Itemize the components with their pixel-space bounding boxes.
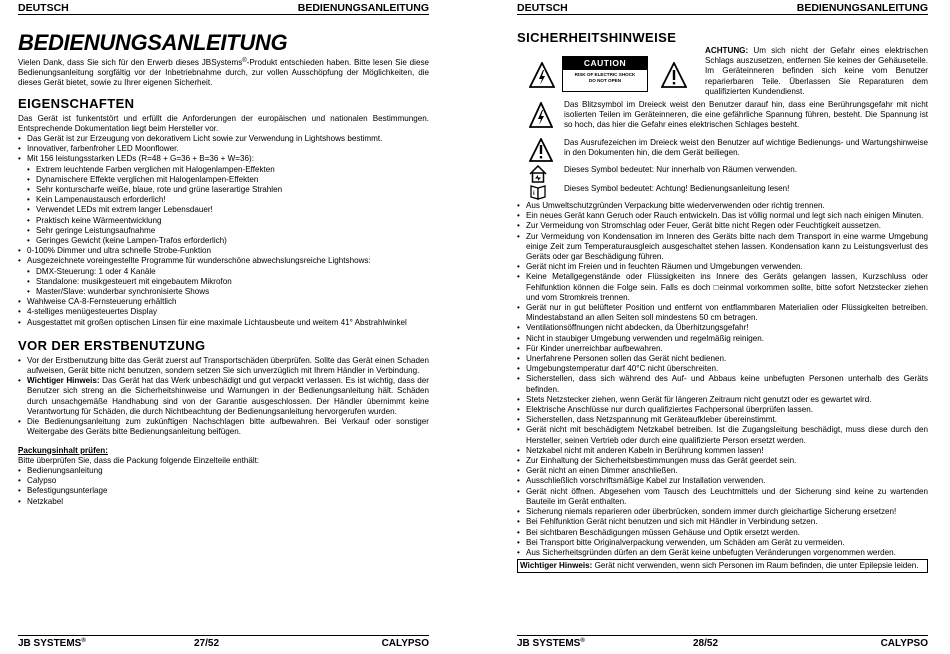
page-number: 27/52 [194, 638, 220, 649]
footer-rule [517, 635, 928, 636]
safety-list [517, 201, 928, 558]
page-footer [18, 638, 429, 652]
list-item: • Master/Slave: wunderbar synchronisierte Shows [27, 287, 429, 297]
footer-brand: JB SYSTEMS® [517, 638, 585, 649]
list-item: • Umgebungstemperatur darf 40°C nicht überschreiten. [517, 364, 928, 374]
list-item: • Sehr konturscharfe weiße, blaue, rote und grüne laserartige Strahlen [27, 185, 429, 195]
led-sublist [18, 165, 429, 247]
list-item: • 0-100% Dimmer und ultra schnelle Strobe-Funktion [18, 246, 429, 256]
list-item: • Extrem leuchtende Farben verglichen mit Halogenlampen-Effekten [27, 165, 429, 175]
list-item: • Zur Einhaltung der Sicherheitsbestimmungen muss das Gerät geerdet sein. [517, 456, 928, 466]
page-header [517, 2, 928, 14]
list-item: • Wichtiger Hinweis: Das Gerät hat das Werk unbeschädigt und gut verpackt verlassen. Es ist wichtig, dass der Benutzer sich streng an die Sicherheitshinweise und Warnungen in der Bedienungsanleitung hält. Schäden durch unsachgemäße Handhabung sind von der Garantie ausgeschlossen. Der Händler übernimmt keine Verantwortung für Schäden, die durch Nichtbeachtung der Bedienungsanleitung hervorgerufen wurden. [18, 376, 429, 417]
caution-title: CAUTION [563, 57, 647, 70]
list-item: • DMX-Steuerung: 1 oder 4 Kanäle [27, 267, 429, 277]
lightning-warning-icon [529, 102, 553, 128]
list-item: • Aus Umweltschutzgründen Verpackung bitte wiederverwenden oder richtig trennen. [517, 201, 928, 211]
features-list [18, 134, 429, 165]
list-item: • Ein neues Gerät kann Geruch oder Rauch entwickeln. Das ist völlig normal und legt sich nach einigen Minuten. [517, 211, 928, 221]
package-list [18, 466, 429, 507]
list-item: • Mit 156 leistungsstarken LEDs (R=48 + G=36 + B=36 + W=36): [18, 154, 429, 164]
epilepsy-note-box: Wichtiger Hinweis: Gerät nicht verwenden, wenn sich Personen im Raum befinden, die unter Epilepsie leiden. [517, 559, 928, 573]
before-use-list [18, 356, 429, 438]
list-item: • Sicherung niemals reparieren oder überbrücken, sondern immer durch gleichartige Sicherung ersetzen! [517, 507, 928, 517]
header-title: BEDIENUNGSANLEITUNG [796, 2, 928, 14]
list-item: • Unerfahrene Personen sollen das Gerät nicht bedienen. [517, 354, 928, 364]
list-item: • Für Kinder unerreichbar aufbewahren. [517, 344, 928, 354]
list-item: • Vor der Erstbenutzung bitte das Gerät zuerst auf Transportschäden überprüfen. Sollte das Gerät einen Schaden aufweisen, Gerät bitte nicht benutzen, sondern setzen Sie sich unverzüglich mit Ihrem Händler in Verbindung. [18, 356, 429, 376]
list-item: • Ventilationsöffnungen nicht abdecken, da Überhitzungsgefahr! [517, 323, 928, 333]
lightning-explanation: Das Blitzsymbol im Dreieck weist den Benutzer darauf hin, dass eine Berührungsgefahr mit nicht isolierten Teilen im Geräteinneren, die eine gefährliche Spannung führen, besteht. Die Spannung ist so hoch, das hier die Gefahr eines elektrischen Schlages besteht. [564, 100, 928, 130]
list-item: • Aus Sicherheitsgründen dürfen an dem Gerät keine unbefugten Veränderungen vorgenommen werden. [517, 548, 928, 558]
features-intro: Das Gerät ist funkentstört und erfüllt die Anforderungen der europäischen und nationalen Bestimmungen. Entsprechende Dokumentation liegt beim Hersteller vor. [18, 113, 429, 133]
list-item: • Geringes Gewicht (keine Lampen-Trafos erforderlich) [27, 236, 429, 246]
safety-heading: SICHERHEITSHINWEISE [517, 30, 677, 45]
list-item: • Ausschließlich vorschriftsmäßige Kabel zur Installation verwenden. [517, 476, 928, 486]
list-item: • Sicherstellen, dass sich während des Auf- und Abbaus keine unbefugten Personen unterhalb des Geräts befinden. [517, 374, 928, 394]
left-content [18, 30, 429, 507]
before-use-heading: VOR DER ERSTBENUTZUNG [18, 337, 206, 353]
list-item: • Bei sichtbaren Beschädigungen müssen Gehäuse und Optik ersetzt werden. [517, 528, 928, 538]
list-item: • 4-stelliges menügesteuertes Display [18, 307, 429, 317]
footer-brand: JB SYSTEMS® [18, 638, 86, 649]
indoor-explanation: Dieses Symbol bedeutet: Nur innerhalb von Räumen verwenden. [564, 165, 798, 174]
list-item: • Gerät nicht im Freien und in feuchten Räumen und Umgebungen verwenden. [517, 262, 928, 272]
list-item: • Bei Fehlfunktion Gerät nicht benutzen und sich mit Händler in Verbindung setzen. [517, 517, 928, 527]
features-heading: EIGENSCHAFTEN [18, 95, 135, 111]
caution-label-graphic [517, 56, 701, 94]
caution-line: DO NOT OPEN [588, 78, 622, 83]
list-item: • Zur Vermeidung von Stromschlag oder Feuer, Gerät bitte nicht Regen oder Feuchtigkeit aussetzen. [517, 221, 928, 231]
list-item: • Ausgezeichnete voreingestellte Programme für wunderschöne abwechslungsreiche Lightshows: [18, 256, 429, 266]
important-note-label: Wichtiger Hinweis: [27, 376, 100, 386]
list-item: • Gerät nicht an einen Dimmer anschließen. [517, 466, 928, 476]
warning-paragraph: ACHTUNG: Um sich nicht der Gefahr eines elektrischen Schlags auszusetzen, entfernen Sie keines der Gehäuseteile. Im Geräteinneren befinden sich keine vom Benutzer reparierbaren Teile. Überlassen Sie Reparaturen dem qualifizierten Kundendienst. [705, 46, 928, 96]
page-header [18, 2, 429, 14]
features-list-3 [18, 297, 429, 328]
safety-list-container [517, 201, 928, 573]
read-manual-icon [529, 184, 547, 200]
page-number: 28/52 [693, 638, 719, 649]
list-item: • Das Gerät ist zur Erzeugung von dekorativem Licht sowie zur Verwendung in Lightshows bestimmt. [18, 134, 429, 144]
package-intro: Bitte überprüfen Sie, dass die Packung folgende Einzelteile enthält: [18, 455, 260, 465]
caution-line: RISK OF ELECTRIC SHOCK [574, 72, 636, 77]
indoor-use-icon [529, 165, 547, 183]
list-item: • Die Bedienungsanleitung zum zukünftigen Nachschlagen bitte aufbewahren. Bei Verkauf oder sonstiger Weitergabe des Geräts bitte Bedienungsanleitung beifügen. [18, 417, 429, 437]
note-label: Wichtiger Hinweis: [520, 561, 593, 571]
svg-text:i: i [533, 191, 535, 197]
list-item: • Bei Transport bitte Originalverpackung verwenden, um Schäden am Gerät zu vermeiden. [517, 538, 928, 548]
list-item: • Verwendet LEDs mit extrem langer Lebensdauer! [27, 205, 429, 215]
exclamation-explanation: Das Ausrufezeichen im Dreieck weist den Benutzer auf wichtige Bedienungs- und Wartungshinweise in den Dokumenten hin, die dem Gerät beiliegen. [564, 138, 928, 158]
header-rule [517, 14, 928, 15]
package-heading: Packungsinhalt prüfen: [18, 445, 108, 455]
header-language: DEUTSCH [517, 2, 568, 14]
footer-rule [18, 635, 429, 636]
header-title: BEDIENUNGSANLEITUNG [297, 2, 429, 14]
left-page [18, 0, 429, 654]
list-item: • Kein Lampenaustausch erforderlich! [27, 195, 429, 205]
list-item: • Sehr geringe Leistungsaufnahme [27, 226, 429, 236]
right-page [517, 0, 928, 654]
read-manual-explanation: Dieses Symbol bedeutet: Achtung! Bedienungsanleitung lesen! [564, 184, 790, 193]
list-item: • Calypso [18, 476, 429, 486]
list-item: • Gerät nicht öffnen. Abgesehen vom Tausch des Leuchtmittels und der Sicherung sind keine zu wartenden Bauteile im Gerät enthalten. [517, 487, 928, 507]
page-title: BEDIENUNGSANLEITUNG [18, 30, 288, 55]
intro-paragraph: Vielen Dank, dass Sie sich für den Erwerb dieses JBSystems®-Produkt entschieden haben. Bitte lesen Sie diese Bedienungsanleitung sorgfältig vor der Inbetriebnahme durch, zur vollen Ausschöpfung der Möglichkeiten, die dieses Gerät bietet, sowie zu Ihrer eigenen Sicherheit. [18, 58, 429, 88]
list-item: • Innovativer, farbenfroher LED Moonflower. [18, 144, 429, 154]
page-footer [517, 638, 928, 652]
header-language: DEUTSCH [18, 2, 69, 14]
list-item: • Zur Vermeidung von Kondensation im Inneren des Geräts bitte nach dem Transport in eine warme Umgebung einige Zeit zum Temperaturausgleich ausgeschaltet stehen lassen. Kondensation kann zu Leistungsverlust des Geräts oder gar Beschädigung führen. [517, 232, 928, 263]
list-item: • Sicherstellen, dass Netzspannung mit Geräteaufkleber übereinstimmt. [517, 415, 928, 425]
list-item: • Stets Netzstecker ziehen, wenn Gerät für längeren Zeitraum nicht genutzt oder es gewartet wird. [517, 395, 928, 405]
list-item: • Praktisch keine Wärmeentwicklung [27, 216, 429, 226]
list-item: • Netzkabel nicht mit anderen Kabeln in Berührung kommen lassen! [517, 446, 928, 456]
lightning-warning-icon [529, 62, 555, 88]
exclamation-warning-icon [529, 138, 553, 162]
header-rule [18, 14, 429, 15]
list-item: • Ausgestattet mit großen optischen Linsen für eine maximale Lichtausbeute und weitem 41° Abstrahlwinkel [18, 318, 429, 328]
list-item: • Netzkabel [18, 497, 429, 507]
list-item: • Gerät nur in gut belüfteter Position und entfernt von entflammbaren Materialien oder Flüssigkeiten betreiben. Mindestabstand an allen Seiten soll mindestens 50 cm betragen. [517, 303, 928, 323]
list-item: • Keine Metallgegenstände oder Flüssigkeiten ins Innere des Geräts gelangen lassen, Kurzschluss oder Fehlfunktion können die Folge sein. Falls es doch □einmal vorkommen sollte, bitte sofort Netzstecker ziehen und vom Stromkreis trennen. [517, 272, 928, 303]
list-item: • Wahlweise CA-8-Fernsteuerung erhältlich [18, 297, 429, 307]
caution-box [562, 56, 648, 92]
program-sublist [18, 267, 429, 298]
list-item: • Gerät nicht mit beschädigtem Netzkabel betreiben. Ist die Zugangsleitung beschädigt, muss diese durch den Hersteller, seinen Vertrieb oder durch eine qualifizierte Person ersetzt werden. [517, 425, 928, 445]
exclamation-warning-icon [661, 62, 687, 88]
list-item: • Elektrische Anschlüsse nur durch qualifiziertes Fachpersonal überprüfen lassen. [517, 405, 928, 415]
list-item: • Befestigungsunterlage [18, 486, 429, 496]
footer-model: CALYPSO [381, 638, 429, 649]
footer-model: CALYPSO [880, 638, 928, 649]
list-item: • Nicht in staubiger Umgebung verwenden und regelmäßig reinigen. [517, 334, 928, 344]
list-item: • Standalone: musikgesteuert mit eingebautem Mikrofon [27, 277, 429, 287]
features-list-2 [18, 246, 429, 266]
list-item: • Dynamischere Effekte verglichen mit Halogenlampen-Effekten [27, 175, 429, 185]
list-item: • Bedienungsanleitung [18, 466, 429, 476]
